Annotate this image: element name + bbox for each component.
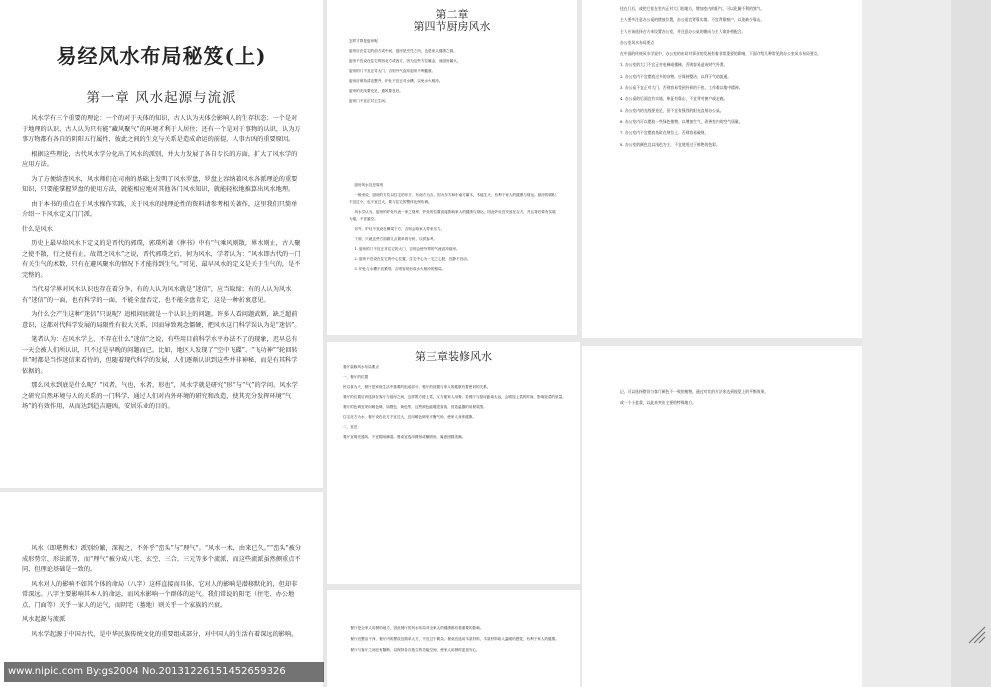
list-item: 2. 办公室内不宜摆放过多的杂物，应保持整洁，以利于气的流通。	[620, 73, 732, 79]
list-item: 7. 办公室内不宜摆放鱼缸在财位上，否则容易破财。	[620, 130, 709, 136]
chapter-title: 第三章装修风水	[415, 350, 492, 363]
list-item: 4. 办公桌的后面宜有实墙，象征有靠山，不宜背对窗户或走廊。	[620, 96, 728, 102]
page-2-list	[349, 38, 559, 108]
paragraph: 挂在门后，或把它挂在室内正对大门的地方，增加室内的阳气，可以化解不利的煞气。	[620, 6, 765, 11]
paragraph: 餐厅的色调宜采用暖色调，如橙色、黄色等，这些颜色能增进食欲，营造温馨的用餐氛围。	[343, 405, 487, 409]
paragraph: 餐厅与客厅之间宜有隔断，以保持各自独立的功能空间，使家人用餐时更加安心。	[350, 648, 480, 652]
section-heading: 什么是风水	[22, 225, 53, 233]
list-item: 1. 办公室的大门不宜正对电梯或楼梯，否则容易造成财气外泄。	[620, 62, 728, 68]
subheading: 办公室风水布局要点	[620, 39, 655, 45]
paragraph: 记，可以选择摆设与客厅颜色不一致的植物，通过对比的方法来达到视觉上的平衡效果。	[620, 389, 769, 394]
paragraph: 下面，只就这些方面做几点简单的分析，以供参考。	[354, 237, 438, 241]
list-item: 5. 办公室内的光线要充足，但不宜有强烈的阳光直射办公桌。	[620, 107, 724, 113]
paragraph: 当代易学界对风水认识也存在着分争，有的人认为风水就是“迷信”，应当取缔；有的人认为风水有“迷信”的一面，也有科学的一面，不能全盘否定，也不能全盘肯定，这是一种折衷意见。	[22, 286, 292, 304]
page-4-body	[620, 5, 840, 152]
list-item: 厨房的门不宜正对大门，否则外气直冲厨房不利健康。	[349, 69, 436, 73]
paragraph: 风水学起源于中国古代，是中华民族传统文化的重要组成部分，对中国人的生活有着深远的影响。	[31, 630, 298, 638]
subheading: 厨房风水宜忌原则	[354, 183, 384, 187]
resize-handle-icon[interactable]	[967, 625, 987, 645]
list-item: 6. 办公室内可以摆放一些绿色植物，以增加生气，改善室内的空气质量。	[620, 118, 743, 124]
page-3-body	[343, 364, 568, 444]
list-item: 厨房应在住宅的前方或中间，厨房是烹饪之所，也是家人健康之源。	[349, 49, 457, 53]
list-item: 厨房的光线要充足，通风要良好。	[349, 89, 403, 93]
paragraph: 餐厅宜整洁干净，餐厅内的摆设宜简单大方，不宜过于繁杂。餐桌宜选用木质材料，木质材料给人温暖的感觉，有利于家人的健康。	[350, 637, 559, 641]
document-page-7	[327, 590, 580, 687]
paragraph: 为什么会产生这种“迷信”只说呢？追根问底就是一个认识上的问题。许多人看问题武断，缺乏超前意识，这都对代科学发展的局限性有很大关系，因而导致观念僵硬，把风水这门科学误认为是“迷信”。	[22, 311, 301, 329]
paragraph: 住宅北方为水，餐厅设在北方不宜过大，宜用暖色调来平衡气场，使家人身体健康。	[343, 415, 476, 419]
paragraph: 另外，炉灶不宜设在横梁下方，否则会给家人带来压力。	[354, 227, 445, 231]
page-6-body	[22, 544, 302, 644]
paragraph: 或一个小盆栽，以此来突出主要的特殊地方。	[620, 400, 696, 406]
list-item: 怎样才算是厨房呢	[349, 39, 378, 43]
paragraph: 风水对人的影响不如其个体的命局（八字）这样直接而具体，它对人的影响是潜移默化的，但却非常深远。八字主要影响其本人的命运，而风水影响一个群体的运气。我们常说的阳宅（住宅、办公地点、门面等）关乎一家人的运气，而阴宅（墓地）则关乎一个家族的兴衰。	[22, 580, 298, 609]
paragraph: 一、餐厅的位置	[343, 375, 369, 379]
paragraph: 风水（即堪舆术）派别纷繁，深视之，不外乎“峦头”与“理气”。“风水一术，由来已久。”“峦头”被分成形势宗、形法派等，而“理气”被分成八宅、玄空、三合、三元等多个流派，而这些流派虽然侧重点不同，但理论基础是一致的。	[22, 545, 302, 573]
chapter-number: 第二章	[435, 8, 469, 21]
right-blank-area	[862, 0, 991, 687]
right-shade	[951, 0, 991, 687]
paragraph: 餐厅宜明亮通风，不宜阴暗潮湿。餐桌宜选用圆形或椭圆形，寓意团圆美满。	[343, 435, 466, 439]
watermark-bar: www.nipic.com By:gs2004 No.20131226151452659326	[4, 662, 324, 682]
list-item: 厨房不宜设在住宅的西北方或西方，因为这些方位属金，而厨房属火。	[349, 59, 461, 63]
section-heading: 风水起源与流派	[22, 616, 66, 623]
list-item: 厨房门不宜正对卫生间。	[349, 99, 389, 103]
paragraph: 主人要多注意办公桌的摆放位置，办公桌宜背靠实墙，不宜背靠窗户，以免缺少靠山。	[620, 17, 765, 23]
paragraph: 一般来说，厨房的方位以住宅的东方、东南方为吉，因为东方和东南方属木，木能生火，有利于家人的健康与财运。厨房的面积不宜过小，也不宜过大，要与住宅的整体比例协调。	[349, 193, 556, 204]
list-item: 在中国的传统风水学说中，办公室的布局对事业的发展有着非常重要的影响，下面介绍几种常见的办公室风水布局要点。	[620, 51, 822, 57]
paragraph: 那么风水到底是什么呢？“风者，气也，水者，形也”，风水学就是研究“形”与“气”的学问。风水学之研究自然环境与人的关系的一门科学，通过人们对内外环境的研究和改造，使其充分发挥环境“气场”的有效作用，从而达到趋吉避凶，安居乐业的目的。	[22, 382, 298, 410]
paragraph: 历史上最早给风水下定义的是晋代的郭璞，郭璞所著《葬书》中有“气乘风则散，界水则止，古人聚之使不散，行之使有止，故谓之风水”之说，晋代郭璞之后，何为风水，学者认为：“风水即古代的一门有关生气的术数，只有在避风聚水的情况下才能得到生气。”可见，最早风水的定义是关于生气的，是不完整的。	[22, 240, 301, 279]
document-page-5	[582, 346, 862, 687]
paragraph: 3. 炉灶与水槽不宜紧邻，否则容易形成水火相冲的格局。	[354, 267, 446, 271]
book-title: 易经风水布局秘笈(上)	[56, 44, 267, 68]
paragraph: 1. 厨房的门不宜正对住宅的大门，否则会使外界的气流直冲厨房。	[354, 247, 460, 251]
paragraph: 笔者认为：在风水学上，不存在什么“迷信”之说，有些用目前科学水平办法不了的现象，迟早总有一天会被人们所认识，只不过是早晚的问题而已。比如，地区人发现了“空中飞碟”、“飞功神”“轮回转世”时都是当作迷信来看待的，但随着现代科学的发展，人们逐渐认识到这些并非神秘，而是有其科学依据的。	[22, 336, 298, 375]
document-page-2	[327, 0, 577, 335]
page-2-body	[349, 182, 559, 276]
chapter-title: 第一章 风水起源与流派	[86, 90, 237, 106]
paragraph: 根据这些理论，古代风水学分化出了风水的派别，并大力发展了各自专长的方面，扩大了风水学的应用方法。	[22, 150, 298, 168]
paragraph: 二、宜忌	[343, 425, 358, 429]
document-page-6	[0, 492, 323, 687]
document-page-4	[582, 0, 862, 338]
page-7-body	[345, 624, 565, 657]
page-5-body	[620, 388, 840, 411]
paragraph: 风水学有三个重要的理论：一个的对于天体的知识，古人认为天体会影响人的生存状态；一个是对于地理的认识，古人认为只有能“藏风聚气”的环境才利于人居住；还有一个是对于事物的认识，认为万事万物都有各自的阴阳五行属性，彼此之间的生克与关系是造成命运的前提，人事古凶的重要原因。	[22, 115, 301, 143]
paragraph: 餐厅是全家人用餐的地方，因此餐厅的风水布局对全家人的健康都有着重要的影响。	[350, 626, 484, 630]
list-item: 3. 办公桌不宜正对大门，否则容易受到外界的干扰，工作难以集中精神。	[620, 85, 743, 91]
paragraph: 餐厅装修风水布局要点	[343, 365, 379, 369]
paragraph: 主人应该选择吉方来设置办公室，并注意办公桌的朝向与主人命卦相配合。	[620, 28, 746, 34]
paragraph: 民以食为天，餐厅是家庭生活中重要的组成部分，餐厅的设置与家人的健康有着密切的关系。	[343, 385, 491, 389]
paragraph: 由于本书的重点在于风水操作实践，关于风水的纯理论性的资料请参考相关著作，这里我们只简单介绍一下风水定义门门派。	[22, 200, 298, 218]
page-1-body	[22, 114, 302, 417]
list-item: 厨房应保持清洁整齐，炉灶不宜正对水槽，以免水火相冲。	[349, 79, 443, 83]
paragraph: 为了方便给查风水，风水师们在司南的基础上发明了风水罗盘，罗盘上容纳着风水各派理论的重要知识，只要能掌握罗盘的使用方法，就能相应地对其他各门风水知识，就能轻松地推算出风水地理。	[22, 175, 298, 193]
list-item: 8. 办公室的颜色宜以浅色为主，不宜使用过于鲜艳的色彩。	[620, 141, 720, 147]
section-title: 第四节厨房风水	[413, 20, 491, 33]
paragraph: 2. 厨房不宜设在住宅的中心位置，住宅中心为一宅之心脏，宜静不宜动。	[354, 257, 471, 261]
paragraph: 餐厅的位置应该选择在客厅与厨房之间，这样既方便上菜，又方便家人用餐。若餐厅与厨房距离太远，会增加上菜的时间，影响饭菜的质量。	[343, 395, 566, 399]
document-page-1	[0, 0, 323, 488]
paragraph: 风水学认为，厨房的炉灶代表一家之财库，炉灶的位置直接影响家人的健康与财运，因此炉灶宜安放在吉方，并且背后要有实墙为靠，不宜悬空。	[349, 210, 556, 221]
document-page-3	[327, 342, 580, 584]
